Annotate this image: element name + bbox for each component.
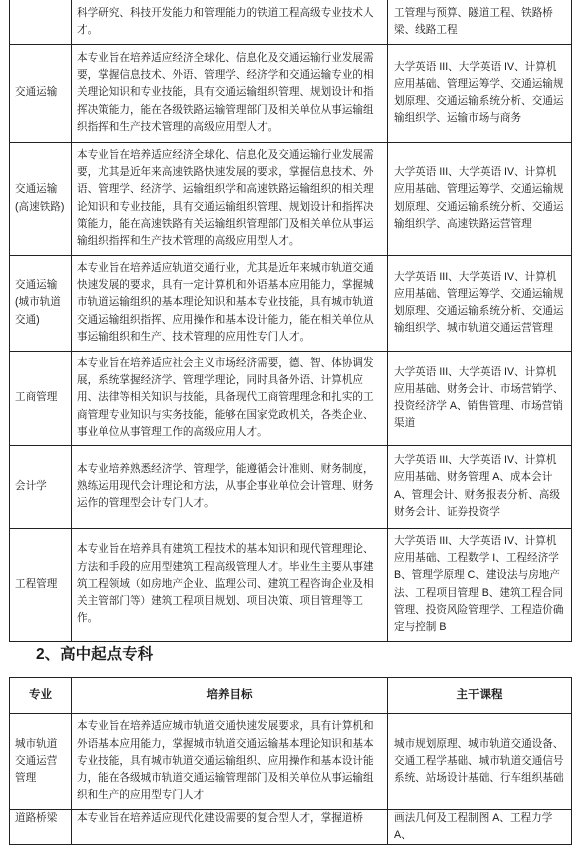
training-goal: 本专业旨在培养适应轨道交通行业，尤其是近年来城市轨道交通快速发展的要求，具有一定计算机和外语基本应用能力，掌握城市轨道运输组织的基本理论知识和基本专业技能，具有城市轨道交通运输组织指挥、应用操作和基本设计能力，能在相关单位从事运输组织和生产、技术管理的应用性专门人才。 — [72, 255, 388, 351]
training-goal: 本专业旨在培养适应经济全球化、信息化及交通运输行业发展需要，尤其是近年来高速铁路快速发展的要求，掌握信息技术、外语、管理学、经济学、运输组织学和高速铁路运输组织的相关理论知识和专业技能，具有交通运输组织管理、规划设计和指挥决策能力，能在高速铁路有关运输组织管理部门及相关单位从事运输组织指挥和生产技术管理的高级应用型人才。 — [72, 142, 388, 255]
major-name: 工商管理 — [10, 351, 72, 445]
column-header-goal: 培养目标 — [72, 678, 388, 714]
table-row — [10, 44, 572, 142]
major-name: 交通运输(高速铁路) — [10, 142, 72, 255]
section-title: 2、高中起点专科 — [36, 646, 154, 663]
main-courses: 大学英语 III、大学英语 IV、计算机应用基础、管理运筹学、交通运输规划原理、交通运输系统分析、交通运输组织学、城市轨道交通运营管理 — [388, 255, 572, 351]
major-name: 城市轨道交通运营管理 — [10, 714, 72, 810]
training-goal: 本专业旨在培养适应现代化建设需要的复合型人才，掌握道桥 — [72, 810, 388, 845]
table-row — [10, 255, 572, 351]
main-courses: 大学英语 III、大学英语 IV、计算机应用基础、管理运筹学、交通运输规划原理、交通运输系统分析、交通运输组织学、高速铁路运营管理 — [388, 142, 572, 255]
training-goal: 本专业旨在培养适应城市轨道交通快速发展要求，具有计算机和外语基本应用能力，掌握城市轨道交通运输基本理论知识和基本专业技能，具有城市轨道交通运输组织、应用操作和基本设计能力，能在各级城市轨道交通运输管理部门及相关单位从事运输组织和生产的应用型专门人才 — [72, 714, 388, 810]
major-name: 道路桥梁 — [10, 810, 72, 845]
main-courses: 工管理与预算、隧道工程、铁路桥梁、线路工程 — [388, 0, 572, 44]
major-name: 交通运输 — [10, 44, 72, 142]
table-row — [10, 0, 572, 44]
main-courses: 大学英语 III、大学英语 IV、计算机应用基础、财务会计、市场营销学、投资经济学 A、销售管理、市场营销渠道 — [388, 351, 572, 445]
column-header-major: 专业 — [10, 678, 72, 714]
training-goal: 本专业旨在培养具有建筑工程技术的基本知识和现代管理理论、方法和手段的应用型建筑工程高级管理人才。毕业生主要从事建筑工程领域（如房地产企业、监理公司、建筑工程咨询企业及相关主管部门等）建筑工程项目规划、项目决策、项目管理等工作。 — [72, 528, 388, 641]
training-goal: 科学研究、科技开发能力和管理能力的铁道工程高级专业技术人才。 — [72, 0, 388, 44]
majors-table-bachelor — [9, 0, 572, 642]
majors-table-junior-college — [9, 677, 572, 845]
training-goal: 本专业旨在培养适应经济全球化、信息化及交通运输行业发展需要，掌握信息技术、外语、管理学、经济学和交通运输专业的相关理论知识和专业技能，具有交通运输组织管理、规划设计和指挥决策能力，能在各级铁路运输管理部门及相关单位从事运输组织指挥和生产技术管理的高级应用型人才。 — [72, 44, 388, 142]
major-name — [10, 0, 72, 44]
table-row — [10, 351, 572, 445]
table-row — [10, 528, 572, 641]
main-courses: 大学英语 III、大学英语 IV、计算机应用基础、财务管理 A、成本会计 A、管理会计、财务报表分析、高级财务会计、证券投资学 — [388, 445, 572, 528]
table-row — [10, 810, 572, 845]
table-row — [10, 714, 572, 810]
major-name: 交通运输(城市轨道交通) — [10, 255, 72, 351]
table-header-row — [10, 678, 572, 714]
table-row — [10, 445, 572, 528]
training-goal: 本专业培养熟悉经济学、管理学，能遵循会计准则、财务制度，熟练运用现代会计理论和方法，从事企事业单位会计管理、财务运作的管理型会计专门人才。 — [72, 445, 388, 528]
major-name: 会计学 — [10, 445, 72, 528]
main-courses: 城市规划原理、城市轨道交通设备、交通工程学基础、城市轨道交通信号系统、站场设计基础、行车组织基础 — [388, 714, 572, 810]
main-courses: 大学英语 III、大学英语 IV、计算机应用基础、管理运筹学、交通运输规划原理、交通运输系统分析、交通运输组织学、运输市场与商务 — [388, 44, 572, 142]
training-goal: 本专业旨在培养适应社会主义市场经济需要，德、智、体协调发展，系统掌握经济学、管理学理论，同时具备外语、计算机应用、法律等相关知识与技能，具备现代工商管理理念和扎实的工商管理专业知识与实务技能，能够在国家党政机关，各类企业、事业单位从事管理工作的高级应用人才。 — [72, 351, 388, 445]
column-header-courses: 主干课程 — [388, 678, 572, 714]
main-courses: 画法几何及工程制图 A、工程力学 A、 — [388, 810, 572, 845]
table-row — [10, 142, 572, 255]
major-name: 工程管理 — [10, 528, 72, 641]
main-courses: 大学英语 III、大学英语 IV、计算机应用基础、工程数学 I、工程经济学 B、管理学原理 C、建设法与房地产法、工程项目管理 B、建筑工程合同管理、投资风险管理学、工程造价确定与控制 B — [388, 528, 572, 641]
